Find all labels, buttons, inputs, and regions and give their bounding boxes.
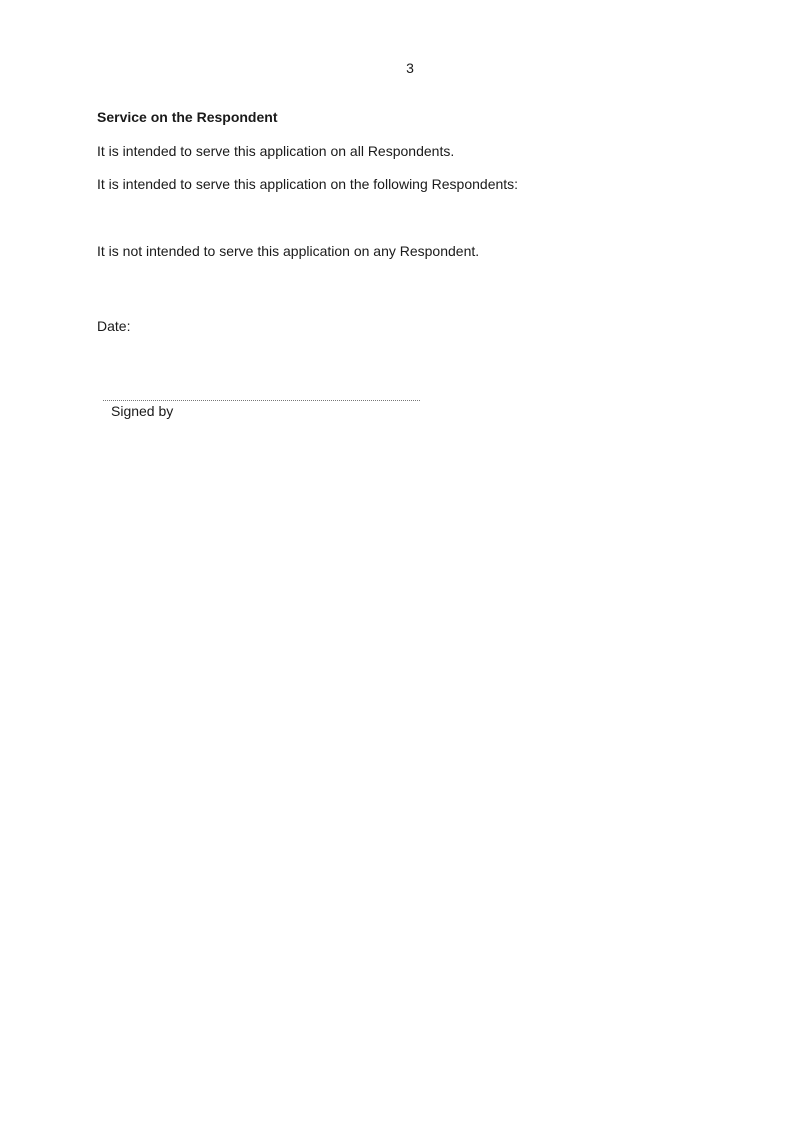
date-label: Date:: [97, 318, 131, 334]
page-number: 3: [406, 60, 414, 76]
option-serve-none: It is not intended to serve this application on any Respondent.: [97, 243, 480, 259]
option-serve-following: It is intended to serve this application on the following Respondents:: [97, 176, 519, 192]
section-heading: Service on the Respondent: [97, 109, 278, 125]
signed-by-label: Signed by: [111, 403, 174, 419]
option-serve-all: It is intended to serve this application on all Respondents.: [97, 143, 455, 159]
signature-line: [103, 400, 420, 401]
